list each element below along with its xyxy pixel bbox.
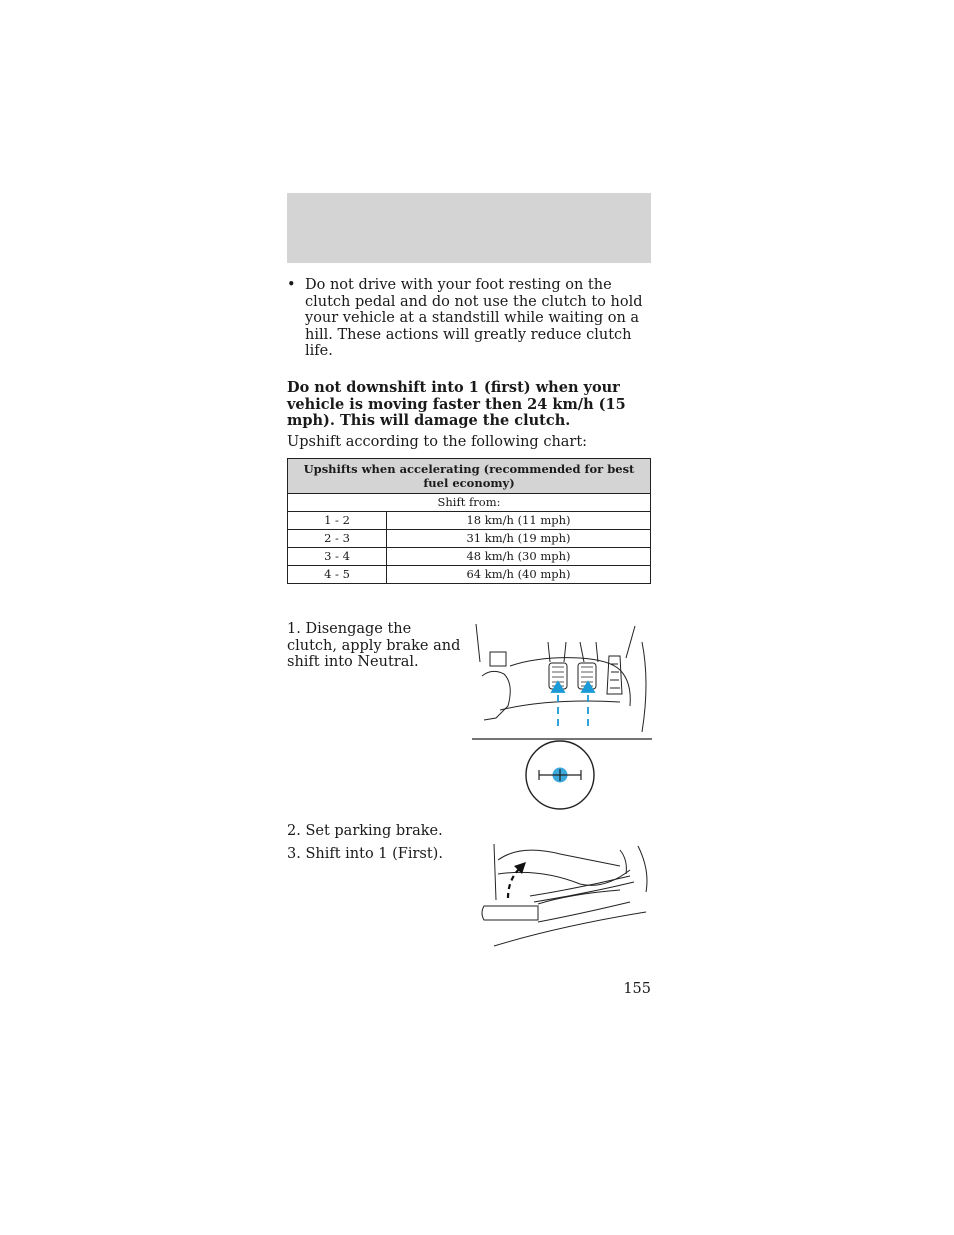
speed-cell: 64 km/h (40 mph) [387, 566, 651, 584]
pedals-illustration [470, 622, 654, 744]
step-1-text: 1. Disengage the clutch, apply brake and shift into Neutral. [287, 621, 461, 670]
bullet-symbol: • [287, 277, 296, 293]
section-header-band [287, 193, 651, 263]
page-number: 155 [623, 981, 651, 997]
upshift-intro: Upshift according to the following chart: [287, 434, 588, 450]
gear-cell: 1 - 2 [288, 512, 387, 530]
step-2-text: 2. Set parking brake. [287, 823, 443, 839]
speed-cell: 31 km/h (19 mph) [387, 530, 651, 548]
table-subheader: Shift from: [288, 494, 651, 512]
gear-cell: 4 - 5 [288, 566, 387, 584]
shifter-illustration [480, 840, 652, 950]
speed-cell: 48 km/h (30 mph) [387, 548, 651, 566]
clutch-bullet-item [287, 277, 651, 360]
bullet-text: Do not drive with your foot resting on the clutch pedal and do not use the clutch to hold your vehicle at a standstill while waiting on a hill. These actions will greatly reduce clutch life. [305, 277, 643, 359]
neutral-shift-diagram [522, 740, 598, 812]
gear-cell: 2 - 3 [288, 530, 387, 548]
table-header-row [288, 459, 651, 494]
downshift-warning: Do not downshift into 1 (first) when your vehicle is moving faster then 24 km/h (15 mph). This will damage the clutch. [287, 379, 626, 429]
table-header: Upshifts when accelerating (recommended for best fuel economy) [288, 459, 651, 494]
speed-cell: 18 km/h (11 mph) [387, 512, 651, 530]
table-row [288, 548, 651, 566]
gear-cell: 3 - 4 [288, 548, 387, 566]
upshift-table [287, 458, 651, 584]
step-3-text: 3. Shift into 1 (First). [287, 846, 443, 862]
table-row [288, 566, 651, 584]
table-subheader-row [288, 494, 651, 512]
table-row [288, 530, 651, 548]
table-row [288, 512, 651, 530]
